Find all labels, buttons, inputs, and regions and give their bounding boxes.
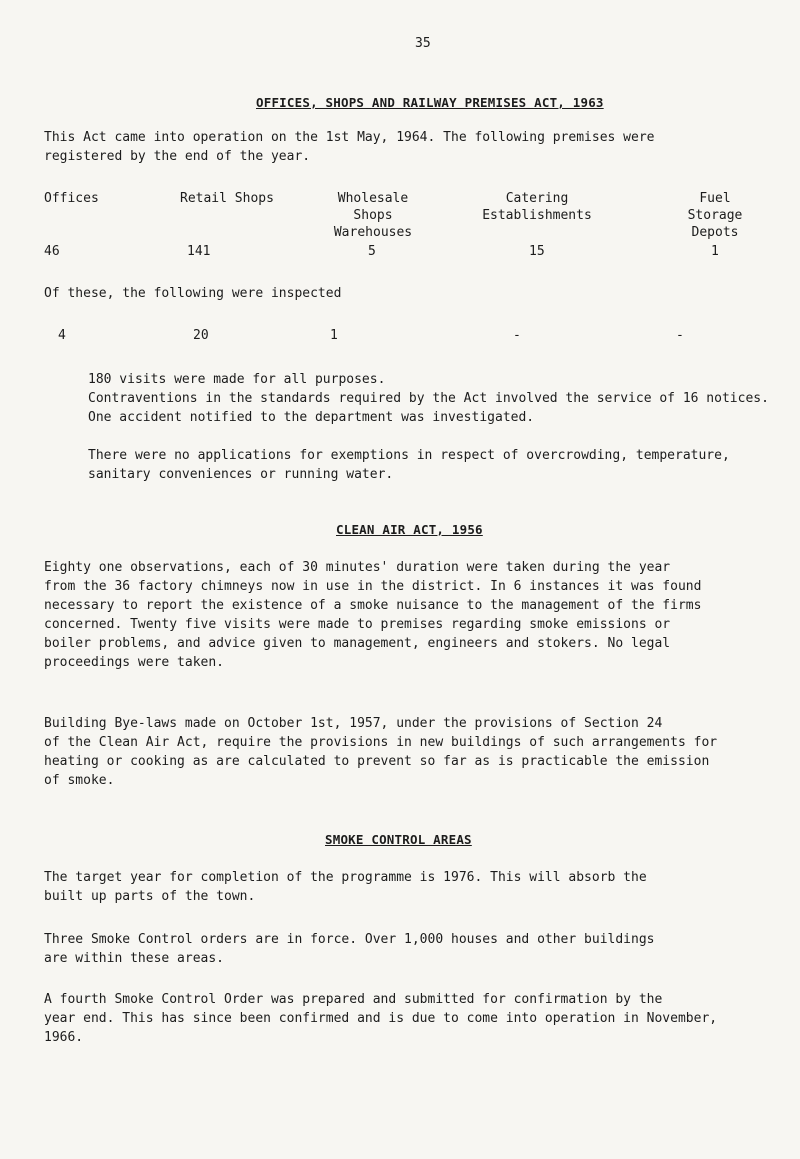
paragraph-exemptions: There were no applications for exemptions in respect of overcrowding, temperature, sanitary conveniences or running water. — [88, 448, 730, 482]
registered-wholesale: 5 — [368, 244, 376, 259]
paragraph-byelaws: Building Bye-laws made on October 1st, 1957, under the provisions of Section 24 of the Clean Air Act, require the provisions in new buildings of such arrangements for heating or cooking as are calculated to prevent so far as is practicable the emission of smoke. — [44, 716, 718, 788]
section-heading-offices-shops-act: OFFICES, SHOPS AND RAILWAY PREMISES ACT, 1963 — [256, 95, 604, 110]
inspected-caption: Of these, the following were inspected — [44, 286, 342, 301]
inspected-wholesale: 1 — [330, 328, 338, 343]
registered-offices: 46 — [44, 244, 60, 259]
column-header-catering: Catering Establishments — [482, 191, 592, 223]
column-header-fuel-storage: Fuel Storage Depots — [687, 191, 743, 240]
registered-retail-shops: 141 — [187, 244, 211, 259]
column-header-offices: Offices — [44, 191, 99, 206]
paragraph-orders: Three Smoke Control orders are in force. Over 1,000 houses and other buildings are within these areas. — [44, 932, 655, 966]
inspected-offices: 4 — [58, 328, 66, 343]
inspected-catering: - — [513, 328, 521, 343]
paragraph-visits: 180 visits were made for all purposes. Contraventions in the standards required by the Act involved the service of 16 notices. One accident notified to the department was investigated. — [88, 372, 769, 425]
inspected-retail-shops: 20 — [193, 328, 209, 343]
paragraph-fourth-order: A fourth Smoke Control Order was prepared and submitted for confirmation by the year end. This has since been confirmed and is due to come into operation in November, 1966. — [44, 992, 718, 1045]
paragraph-target: The target year for completion of the programme is 1976. This will absorb the built up parts of the town. — [44, 870, 647, 904]
inspected-fuel-storage: - — [676, 328, 684, 343]
paragraph-intro: This Act came into operation on the 1st May, 1964. The following premises were registered by the end of the year. — [44, 130, 655, 164]
section-heading-clean-air-act: CLEAN AIR ACT, 1956 — [336, 522, 483, 537]
column-header-wholesale: Wholesale Shops Warehouses — [333, 191, 413, 240]
section-heading-smoke-control-areas: SMOKE CONTROL AREAS — [325, 832, 472, 847]
registered-fuel-storage: 1 — [711, 244, 719, 259]
column-header-retail-shops: Retail Shops — [180, 191, 274, 206]
registered-catering: 15 — [529, 244, 545, 259]
page-number: 35 — [415, 36, 431, 51]
paragraph-observations: Eighty one observations, each of 30 minutes' duration were taken during the year from the 36 factory chimneys now in use in the district. In 6 instances it was found necessary to report the existence of a smoke nuisance to the management of the firms concerned. Twenty five visits were made to premises regarding smoke emissions or boiler problems, and advice given to management, engineers and stokers. No legal proceedings were taken. — [44, 560, 702, 670]
